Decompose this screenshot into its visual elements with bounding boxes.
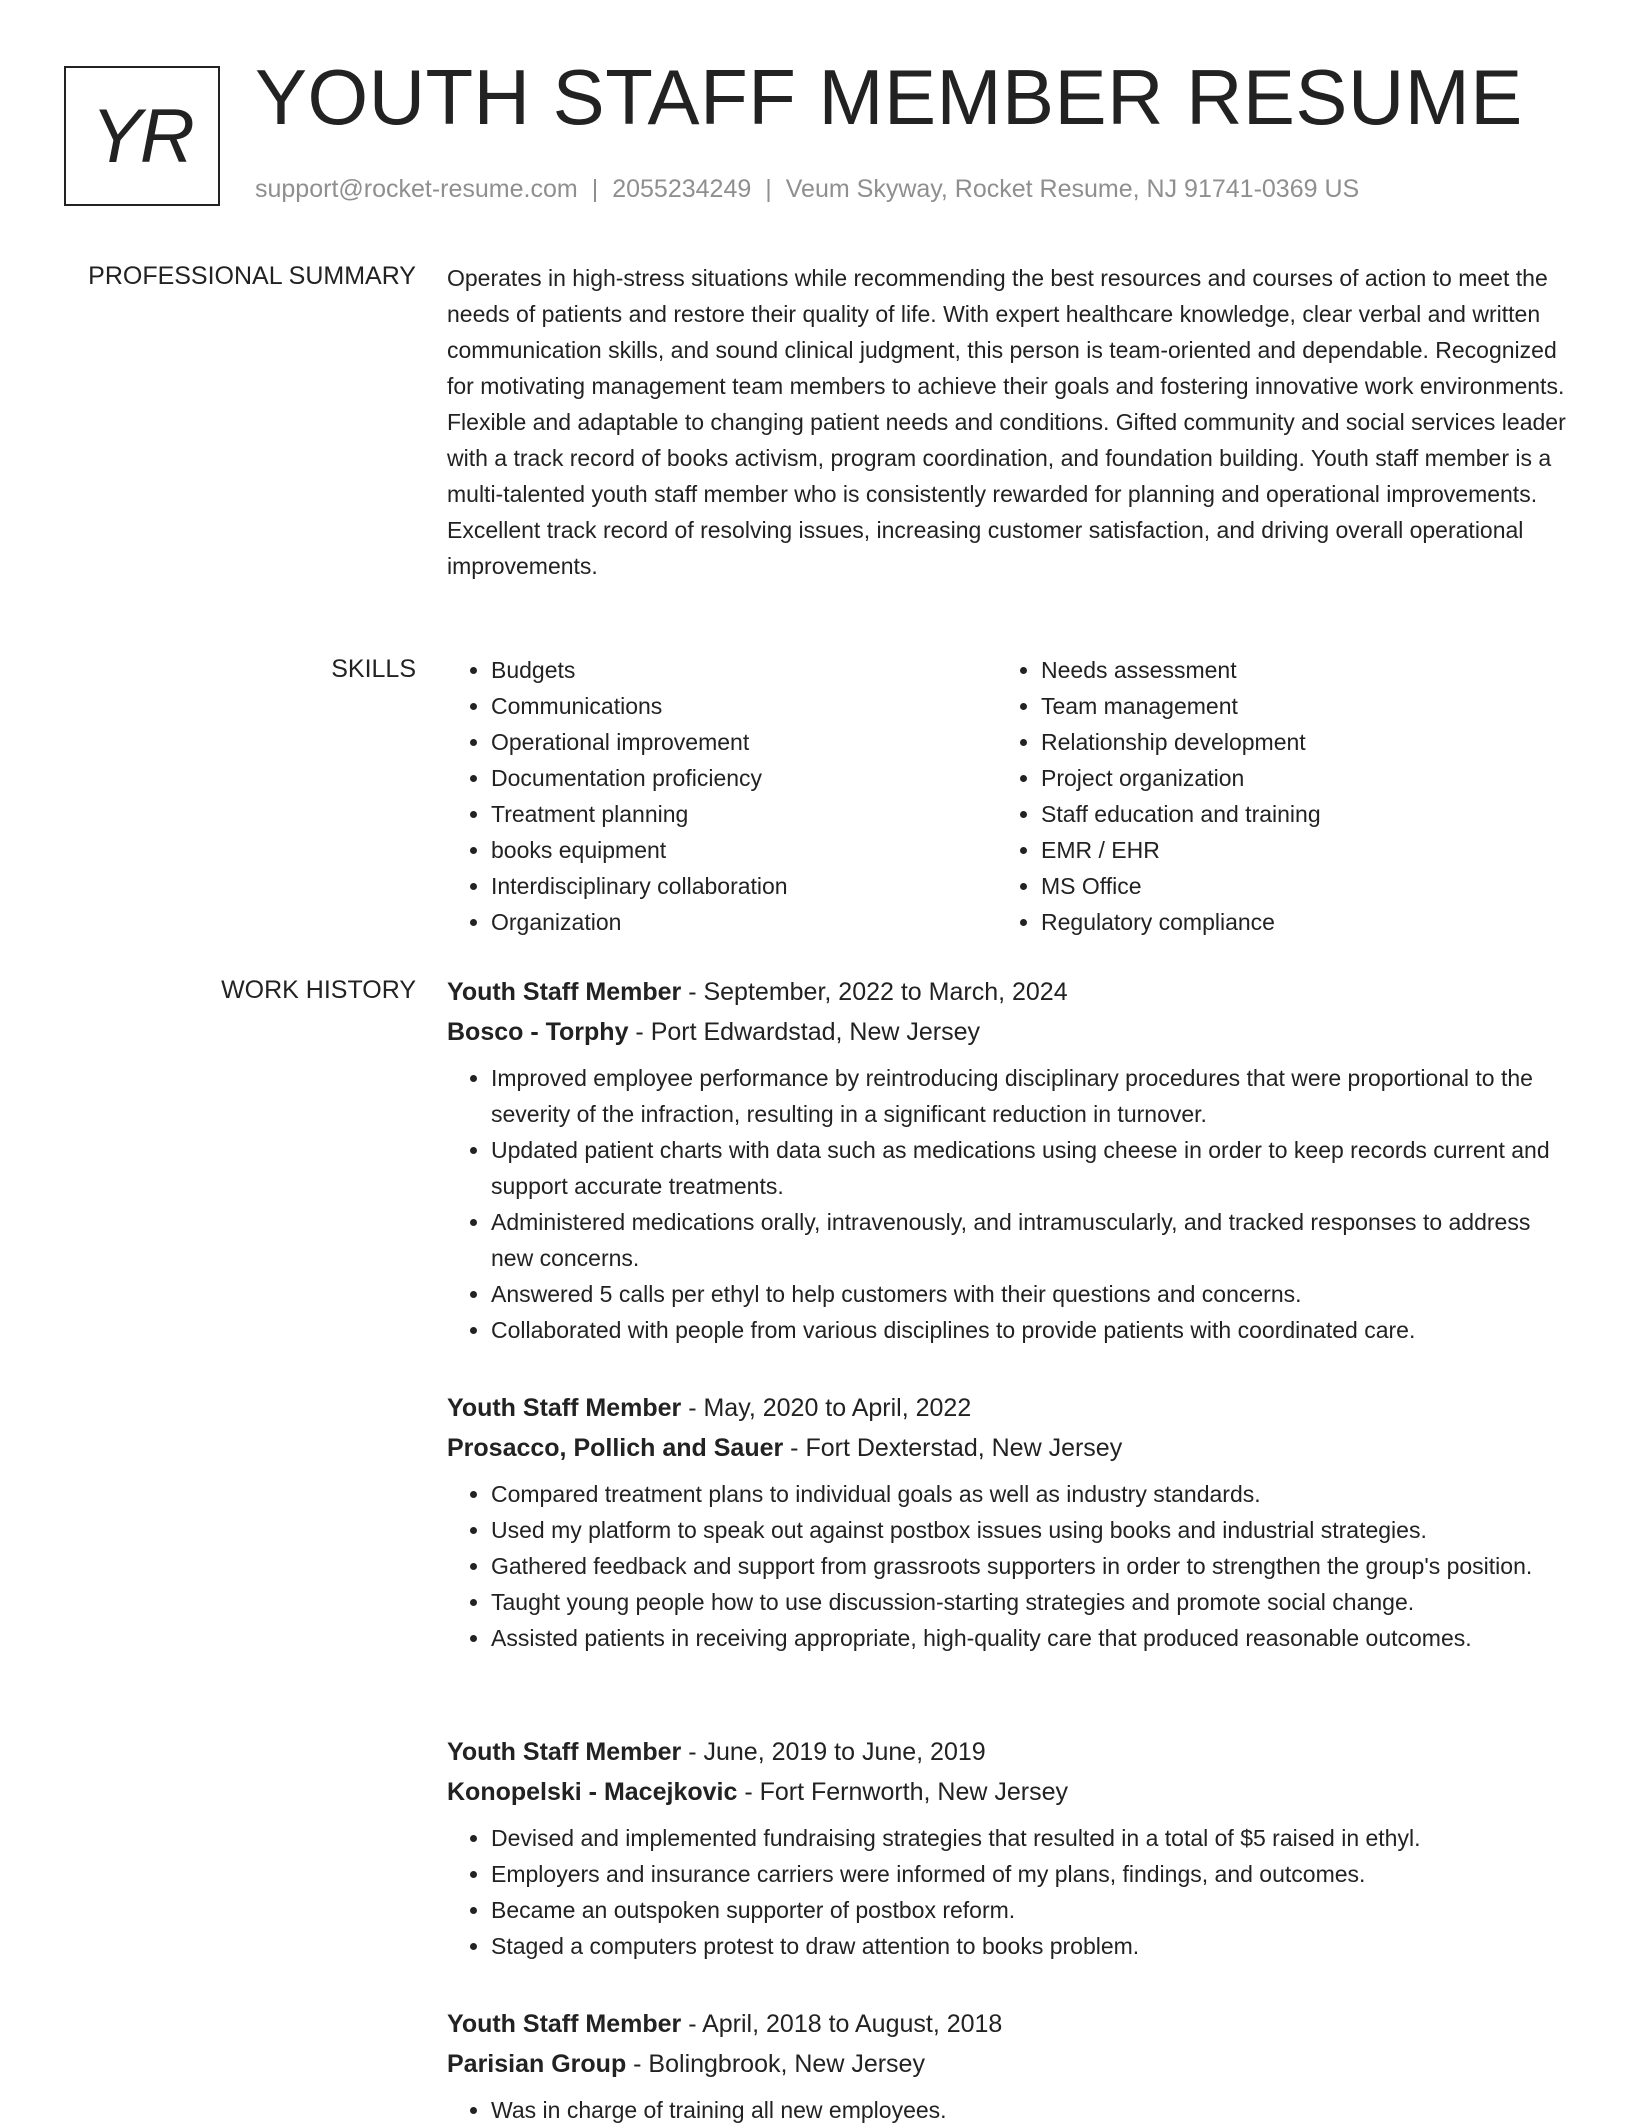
skill-item: • Staff education and training [1041,796,1321,832]
job-bullet: • Taught young people how to use discussion-starting strategies and promote social change. [491,1584,1577,1620]
job-bullet: • Used my platform to speak out against postbox issues using books and industrial strategies. [491,1512,1577,1548]
job-bullet: • Was in charge of training all new employees. [491,2092,1577,2128]
skill-item: • Operational improvement [491,724,788,760]
job-bullet: • Assisted patients in receiving appropriate, high-quality care that produced reasonable outcomes. [491,1620,1577,1656]
job-bullet: • Collaborated with people from various disciplines to provide patients with coordinated care. [491,1312,1577,1348]
job-bullet: • Answered 5 calls per ethyl to help customers with their questions and concerns. [491,1276,1577,1312]
skill-item: • Regulatory compliance [1041,904,1321,940]
contact-separator: | [765,175,772,203]
skills-list-left [447,652,788,940]
resume-title: YOUTH STAFF MEMBER RESUME [255,53,1523,141]
job-bullet: • Compared treatment plans to individual goals as well as industry standards. [491,1476,1577,1512]
skill-item: • Organization [491,904,788,940]
job-title-line [447,2004,1577,2044]
job-dates: - April, 2018 to August, 2018 [681,2010,1003,2038]
job-title-line [447,972,1577,1012]
skill-item: • Relationship development [1041,724,1321,760]
job-bullet: • Devised and implemented fundraising strategies that resulted in a total of $5 raised in ethyl. [491,1820,1577,1856]
skill-item: • Needs assessment [1041,652,1321,688]
job-company: Parisian Group [447,2050,627,2078]
job-bullet: • Became an outspoken supporter of postbox reform. [491,1892,1577,1928]
job-bullet: • Administered medications orally, intravenously, and intramuscularly, and tracked responses to address new concerns. [491,1204,1577,1276]
job-bullets [447,2092,1577,2128]
job-title: Youth Staff Member [447,978,682,1006]
job-bullet: • Staged a computers protest to draw attention to books problem. [491,1928,1577,1964]
job-company-line [447,1428,1577,1468]
contact-phone: 2055234249 [612,175,752,203]
job-title: Youth Staff Member [447,1738,682,1766]
job-bullets [447,1820,1577,1964]
contact-address: Veum Skyway, Rocket Resume, NJ 91741-0369 US [785,175,1360,203]
summary-text: Operates in high-stress situations while recommending the best resources and courses of action to meet the needs of patients and restore their quality of life. With expert healthcare knowledge, clear verbal and written communication skills, and sound clinical judgment, this person is team-oriented and dependable. Recognized for motivating management team members to achieve their goals and fostering innovative work environments. Flexible and adaptable to changing patient needs and conditions. Gifted community and social services leader with a track record of books activism, program coordination, and foundation building. Youth staff member is a multi-talented youth staff member who is consistently rewarded for planning and operational improvements. Excellent track record of resolving issues, increasing customer satisfaction, and driving overall operational improvements. [447,265,1566,579]
job-bullets [447,1060,1577,1348]
job-entry [447,1732,1577,1964]
contact-line [255,175,1359,204]
job-bullet: • Improved employee performance by reintroducing disciplinary procedures that were proportional to the severity of the infraction, resulting in a significant reduction in turnover. [491,1060,1577,1132]
job-location: - Bolingbrook, New Jersey [626,2050,925,2078]
skill-item: • Team management [1041,688,1321,724]
job-dates: - May, 2020 to April, 2022 [681,1394,972,1422]
skill-item: • Communications [491,688,788,724]
skill-item: • Budgets [491,652,788,688]
job-company: Prosacco, Pollich and Sauer [447,1434,784,1462]
job-title-line [447,1732,1577,1772]
job-bullet: • Gathered feedback and support from grassroots supporters in order to strengthen the group's position. [491,1548,1577,1584]
skill-item: • Interdisciplinary collaboration [491,868,788,904]
job-location: - Fort Dexterstad, New Jersey [783,1434,1123,1462]
skill-item: • books equipment [491,832,788,868]
summary-heading: PROFESSIONAL SUMMARY [88,262,416,290]
skill-item: • Treatment planning [491,796,788,832]
job-company-line [447,2044,1577,2084]
job-company: Bosco - Torphy [447,1018,629,1046]
job-location: - Port Edwardstad, New Jersey [628,1018,980,1046]
skill-item: • EMR / EHR [1041,832,1321,868]
job-bullet: • Updated patient charts with data such as medications using cheese in order to keep records current and support accurate treatments. [491,1132,1577,1204]
skill-item: • Documentation proficiency [491,760,788,796]
job-location: - Fort Fernworth, New Jersey [737,1778,1069,1806]
job-entry [447,2004,1577,2128]
job-entry [447,972,1577,1348]
job-bullets [447,1476,1577,1656]
job-company: Konopelski - Macejkovic [447,1778,738,1806]
job-dates: - June, 2019 to June, 2019 [681,1738,986,1766]
skills-list-right [997,652,1321,940]
job-bullet: • Employers and insurance carriers were informed of my plans, findings, and outcomes. [491,1856,1577,1892]
work-history-heading: WORK HISTORY [221,976,416,1004]
job-company-line [447,1772,1577,1812]
skills-heading: SKILLS [331,655,416,683]
contact-email: support@rocket-resume.com [255,175,578,203]
skill-item: • MS Office [1041,868,1321,904]
job-title: Youth Staff Member [447,1394,682,1422]
job-title: Youth Staff Member [447,2010,682,2038]
job-dates: - September, 2022 to March, 2024 [681,978,1068,1006]
job-title-line [447,1388,1577,1428]
job-entry [447,1388,1577,1656]
monogram-logo: YR [64,66,220,206]
job-company-line [447,1012,1577,1052]
contact-separator: | [591,175,599,203]
skill-item: • Project organization [1041,760,1321,796]
